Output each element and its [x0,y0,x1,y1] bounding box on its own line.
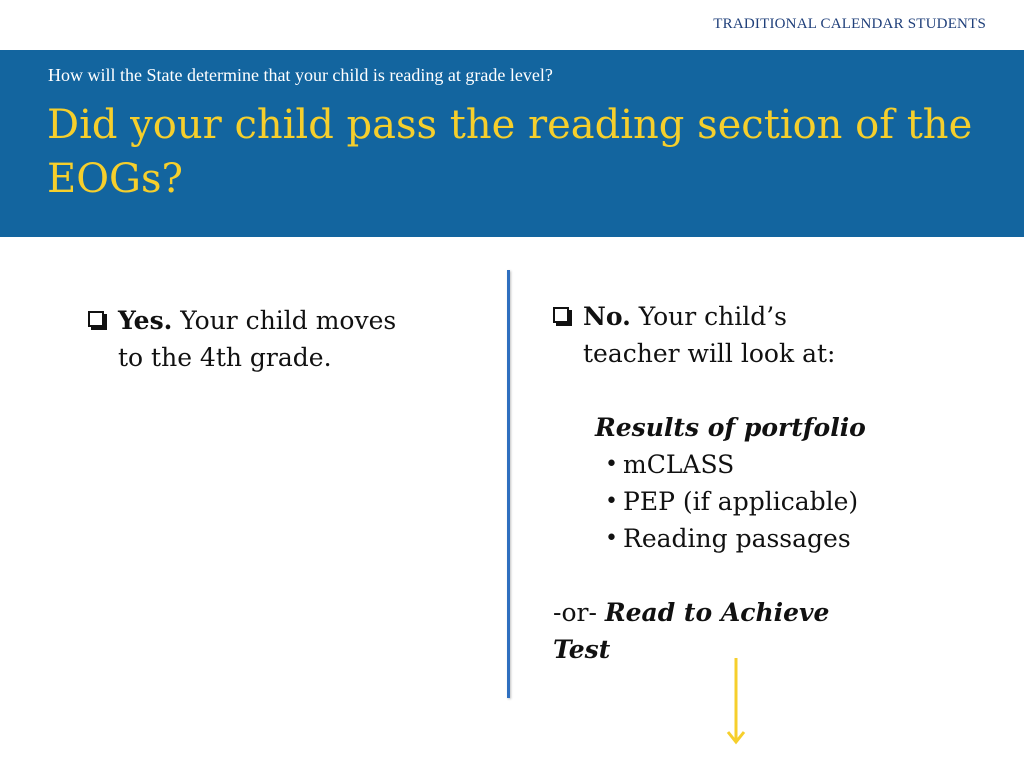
no-text-line1: Your child’s [630,302,787,331]
portfolio-item: • mCLASS [605,446,933,483]
down-arrow-icon [722,656,750,748]
checkbox-icon [88,311,104,327]
no-item [553,298,933,372]
no-text-line2: teacher will look at: [583,339,836,368]
yes-column [88,302,468,376]
portfolio-item: • PEP (if applicable) [605,483,933,520]
yes-item [88,302,468,376]
yes-text-line1: Your child moves [172,306,397,335]
portfolio-heading: Results of portfolio [595,413,866,442]
alt-option-line2: Test [553,635,611,664]
no-label: No. [583,302,631,331]
checkbox-icon [553,307,569,323]
slide-title: Did your child pass the reading section of the EOGs? [47,102,973,202]
no-column [553,298,933,668]
yes-label: Yes. [118,306,173,335]
column-divider [507,270,510,698]
alt-option-line1: Read to Achieve [604,598,830,627]
or-prefix: -or- [553,598,605,627]
slide-subtitle: How will the State determine that your child is reading at grade level? [48,65,553,85]
corner-tag: TRADITIONAL CALENDAR STUDENTS [713,16,986,32]
portfolio-item: • Reading passages [605,520,933,557]
portfolio-list [553,446,933,557]
yes-text-line2: to the 4th grade. [118,343,332,372]
